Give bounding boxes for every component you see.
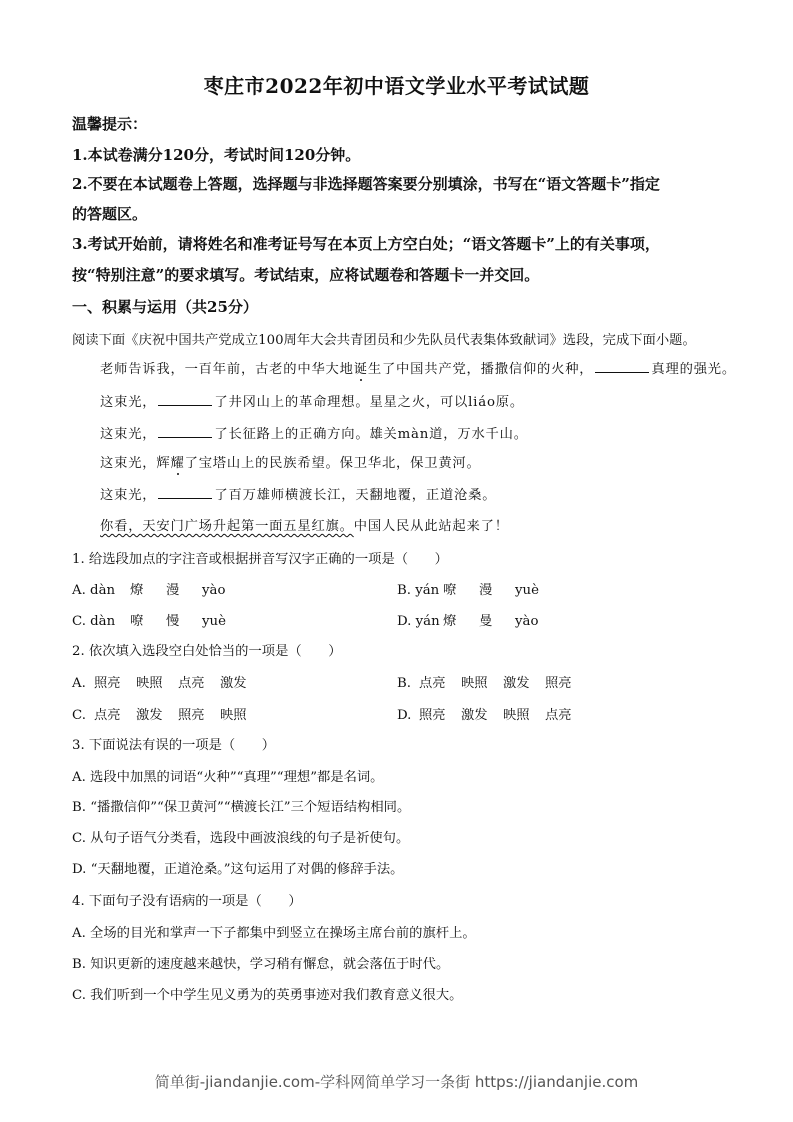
section-heading: 一、积累与运用（共25分） (72, 298, 258, 316)
question-2-option-a: A. 照亮 映照 点亮 激发 (72, 676, 247, 691)
question-1-option-d: D. yán 燎 曼 yào (397, 614, 539, 629)
question-4-stem: 4. 下面句子没有语病的一项是（ ） (72, 894, 302, 909)
passage-text: 了百万雄师横渡长江，天翻地覆，正道沧桑。 (214, 488, 497, 503)
passage-text: 老师告诉我，一百年前，古老的中华大地 (100, 362, 354, 377)
passage-paragraph-5 (100, 484, 496, 503)
page-title: 枣庄市2022年初中语文学业水平考试试题 (203, 74, 590, 98)
question-1-option-b: B. yán 嘹 漫 yuè (397, 583, 539, 598)
question-4-option-a: A. 全场的目光和掌声一下子都集中到竖立在操场主席台前的旗杆上。 (72, 926, 476, 941)
passage-paragraph-2 (100, 391, 524, 410)
question-3-option-d: D. “天翻地覆，正道沧桑。”这句运用了对偶的修辞手法。 (72, 862, 404, 877)
fill-blank-2 (158, 393, 212, 406)
passage-paragraph-1 (100, 358, 736, 377)
question-2-stem: 2. 依次填入选段空白处恰当的一项是（ ） (72, 644, 342, 659)
dotted-char: 诞 (353, 362, 368, 377)
passage-paragraph-6 (100, 515, 509, 534)
question-3-option-b: B. “播撒信仰”“保卫黄河”“横渡长江”三个短语结构相同。 (72, 800, 411, 815)
notice-item-3-cont: 按“特别注意”的要求填写。考试结束，应将试题卷和答题卡一并交回。 (72, 266, 540, 284)
fill-blank-4 (158, 486, 212, 499)
passage-text: 了长征路上的正确方向。雄关màn道，万水千山。 (214, 427, 528, 442)
passage-text: 生了中国共产党，播撒信仰的火种， (367, 362, 594, 377)
passage-text: 这束光，辉 (100, 456, 171, 471)
fill-blank-1 (595, 360, 649, 373)
question-3-stem: 3. 下面说法有误的一项是（ ） (72, 738, 276, 753)
notice-heading: 温馨提示： (72, 115, 148, 133)
wavy-underlined-sentence: 你看，天安门广场升起第一面五星红旗。 (100, 519, 354, 534)
notice-item-1: 1.本试卷满分120分，考试时间120分钟。 (72, 146, 361, 164)
question-2-option-c: C. 点亮 激发 照亮 映照 (72, 708, 247, 723)
passage-text: 真理的强光。 (651, 362, 737, 377)
passage-text: 这束光， (100, 395, 157, 410)
question-1-stem: 1. 给选段加点的字注音或根据拼音写汉字正确的一项是（ ） (72, 552, 448, 567)
footer-watermark: 简单街-jiandanjie.com-学科网简单学习一条街 https://jiandanjie.com (154, 1073, 639, 1091)
dotted-char: 耀 (170, 456, 185, 471)
passage-paragraph-3 (100, 423, 528, 442)
notice-item-3: 3.考试开始前，请将姓名和准考证号写在本页上方空白处；“语文答题卡”上的有关事项， (72, 235, 660, 253)
question-2-option-b: B. 点亮 映照 激发 照亮 (397, 676, 572, 691)
question-1-option-a: A. dàn 燎 漫 yào (72, 583, 226, 598)
question-4-option-b: B. 知识更新的速度越来越快，学习稍有懈怠，就会落伍于时代。 (72, 957, 450, 972)
passage-paragraph-4 (100, 452, 481, 471)
question-2-option-d: D. 照亮 激发 映照 点亮 (397, 708, 572, 723)
section-intro: 阅读下面《庆祝中国共产党成立100周年大会共青团员和少先队员代表集体致献词》选段，完成下面小题。 (72, 333, 696, 348)
question-4-option-c: C. 我们听到一个中学生见义勇为的英勇事迹对我们教育意义很大。 (72, 988, 463, 1003)
passage-text: 中国人民从此站起来了！ (353, 519, 509, 534)
fill-blank-3 (158, 425, 212, 438)
question-3-option-a: A. 选段中加黑的词语“火种”“真理”“理想”都是名词。 (72, 770, 384, 785)
question-3-option-c: C. 从句子语气分类看，选段中画波浪线的句子是祈使句。 (72, 831, 410, 846)
notice-item-2-cont: 的答题区。 (72, 205, 148, 223)
passage-text: 了井冈山上的革命理想。星星之火，可以liáo原。 (214, 395, 524, 410)
passage-text: 这束光， (100, 488, 157, 503)
passage-text: 这束光， (100, 427, 157, 442)
question-1-option-c: C. dàn 嘹 慢 yuè (72, 614, 226, 629)
passage-text: 了宝塔山上的民族希望。保卫华北，保卫黄河。 (184, 456, 481, 471)
notice-item-2: 2.不要在本试题卷上答题，选择题与非选择题答案要分别填涂，书写在“语文答题卡”指定 (72, 175, 660, 193)
